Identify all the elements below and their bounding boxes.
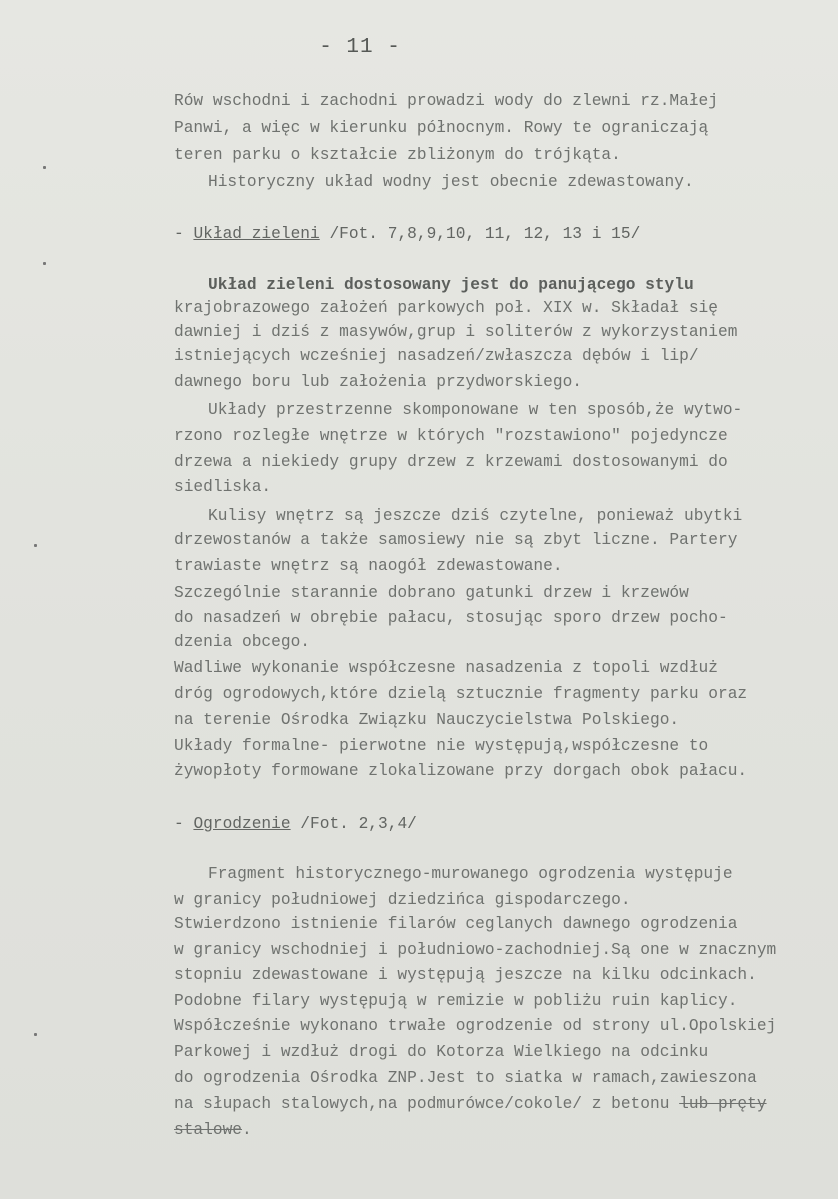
text-line: w granicy wschodniej i południowo-zachodniej.Są one w znacznym <box>174 941 777 959</box>
heading-dash: - <box>174 225 194 243</box>
section-heading-uklad-zieleni <box>174 224 640 244</box>
text-line: drzewa a niekiedy grupy drzew z krzewami dostosowanymi do <box>174 453 728 471</box>
margin-mark <box>34 544 37 547</box>
struck-text: stalowe <box>174 1121 242 1139</box>
text-line: Szczególnie starannie dobrano gatunki drzew i krzewów <box>174 584 689 602</box>
margin-mark <box>43 262 46 265</box>
text-line: drzewostanów a także samosiewy nie są zbyt liczne. Partery <box>174 531 738 549</box>
text-line: Podobne filary występują w remizie w pobliżu ruin kaplicy. <box>174 992 738 1010</box>
text-line: Wadliwe wykonanie współczesne nasadzenia z topoli wzdłuż <box>174 659 718 677</box>
text-line: Stwierdzono istnienie filarów ceglanych dawnego ogrodzenia <box>174 915 738 933</box>
text-line: dzenia obcego. <box>174 633 310 651</box>
page-number: - 11 - <box>319 36 401 59</box>
heading-refs: /Fot. 7,8,9,10, 11, 12, 13 i 15/ <box>319 225 641 243</box>
text-line: dróg ogrodowych,które dzielą sztucznie fragmenty parku oraz <box>174 685 748 703</box>
text-line <box>174 1094 767 1114</box>
text-line: trawiaste wnętrz są naogół zdewastowane. <box>174 557 563 575</box>
heading-dash: - <box>174 815 194 833</box>
text-line: na terenie Ośrodka Związku Nauczycielstwa Polskiego. <box>174 711 680 729</box>
text-line: Układy przestrzenne skomponowane w ten sposób,że wytwo- <box>208 401 743 419</box>
text-line: Współcześnie wykonano trwałe ogrodzenie od strony ul.Opolskiej <box>174 1017 777 1035</box>
text-line: teren parku o kształcie zbliżonym do trójkąta. <box>174 146 621 164</box>
text-line: do nasadzeń w obrębie pałacu, stosując sporo drzew pocho- <box>174 609 728 627</box>
text-segment: . <box>242 1121 252 1139</box>
margin-mark <box>43 166 46 169</box>
text-line: Parkowej i wzdłuż drogi do Kotorza Wielkiego na odcinku <box>174 1043 709 1061</box>
struck-text: lub pręty <box>679 1095 767 1113</box>
text-line: Rów wschodni i zachodni prowadzi wody do zlewni rz.Małej <box>174 92 718 110</box>
text-line: w granicy południowej dziedzińca gispodarczego. <box>174 891 631 909</box>
text-line <box>174 1120 252 1140</box>
margin-mark <box>34 1033 37 1036</box>
text-line: Układ zieleni dostosowany jest do panującego stylu <box>208 276 694 294</box>
text-line: rzono rozległe wnętrze w których "rozstawiono" pojedyncze <box>174 427 728 445</box>
text-line: krajobrazowego założeń parkowych poł. XIX w. Składał się <box>174 299 718 317</box>
section-heading-ogrodzenie <box>174 814 417 834</box>
text-segment: na słupach stalowych,na podmurówce/cokole/ z betonu <box>174 1095 680 1113</box>
text-line: Układy formalne- pierwotne nie występują,współczesne to <box>174 737 709 755</box>
text-line: istniejących wcześniej nasadzeń/zwłaszcza dębów i lip/ <box>174 347 699 365</box>
text-line: żywopłoty formowane zlokalizowane przy dorgach obok pałacu. <box>174 762 748 780</box>
text-line: do ogrodzenia Ośrodka ZNP.Jest to siatka w ramach,zawieszona <box>174 1069 757 1087</box>
text-line: Panwi, a więc w kierunku północnym. Rowy te ograniczają <box>174 119 709 137</box>
heading-title: Układ zieleni <box>193 225 320 243</box>
text-line: Fragment historycznego-murowanego ogrodzenia występuje <box>208 865 733 883</box>
text-line: siedliska. <box>174 478 272 496</box>
heading-title: Ogrodzenie <box>193 815 291 833</box>
text-line: stopniu zdewastowane i występują jeszcze na kilku odcinkach. <box>174 966 757 984</box>
text-line: dawniej i dziś z masywów,grup i soliterów z wykorzystaniem <box>174 323 738 341</box>
text-line: dawnego boru lub założenia przydworskiego. <box>174 373 582 391</box>
text-line: Kulisy wnętrz są jeszcze dziś czytelne, ponieważ ubytki <box>208 507 743 525</box>
heading-refs: /Fot. 2,3,4/ <box>290 815 417 833</box>
text-line: Historyczny układ wodny jest obecnie zdewastowany. <box>208 173 694 191</box>
